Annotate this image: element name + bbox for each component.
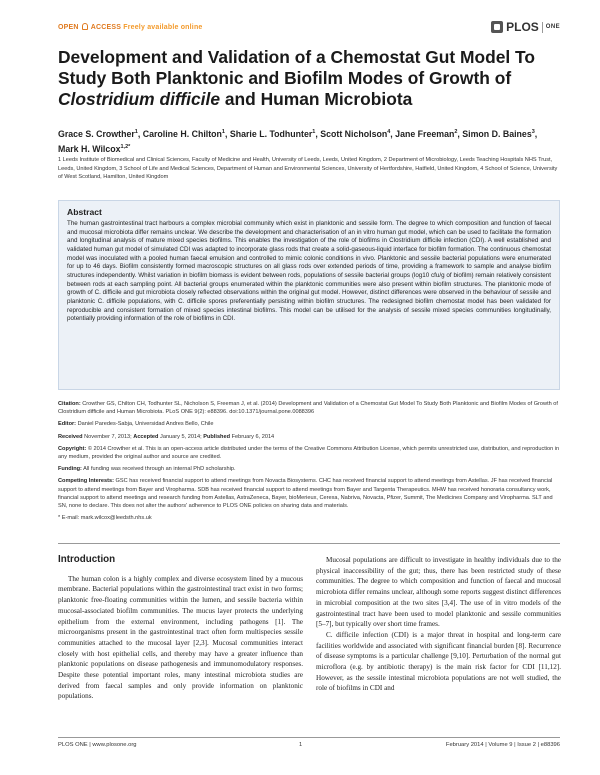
freely-available-label: Freely available online — [123, 24, 203, 31]
right-column — [316, 555, 561, 694]
left-column — [58, 555, 303, 702]
page-footer — [58, 737, 560, 747]
open-access-badge — [58, 23, 203, 31]
author[interactable]: Scott Nicholson$^4$, — [320, 128, 396, 139]
page-number: 1 — [298, 742, 303, 748]
author[interactable]: Mark H. Wilcox$^{1,2*}$ — [58, 143, 131, 154]
author-list — [58, 126, 560, 156]
logo-divider — [542, 22, 543, 33]
introduction-heading: Introduction — [58, 554, 116, 565]
article-title — [58, 47, 560, 110]
editor: Editor: Daniel Paredes-Sabja, Universidad Andres Bello, Chile — [58, 421, 214, 428]
author[interactable]: Simon D. Baines$^3$, — [462, 128, 538, 139]
open-label: OPEN — [58, 24, 79, 31]
abstract-box — [58, 200, 560, 390]
copyright: Copyright: © 2014 Crowther et al. This is an open-access article distributed under the terms of the Creative Commons Attribution License, which permits unrestricted use, distribution, and reproduction in any medium, provided the original author and source are credited. — [58, 445, 560, 461]
journal-header — [58, 22, 560, 36]
intro-paragraph-1: The human colon is a highly complex and diverse ecosystem lined by a mucous membrane. Bacterial populations within the gastrointestinal tract exist in two forms; planktonic free-floating communities within the lumen, and sessile bacteria within mucosal-associated biofilm communities. The mucus layer protects the underlying epithelium from the external environment, including pathogens [1]. The microorganisms present in the gastrointestinal tract often form multispecies sessile communities attached to the mucosal layer [2,3]. Mucosal communities interact closely with host epithelial cells, and thereby may have a greater influence than planktonic populations on disease pathogenesis and immunomodulatory responses. Despite these potential important roles, many intestinal microbiota studies are derived from faecal samples and only provide information on planktonic populations. — [58, 574, 303, 701]
author[interactable]: Sharie L. Todhunter$^1$, — [229, 128, 321, 139]
title-part2: and Human Microbiota — [220, 89, 413, 109]
access-label: ACCESS — [90, 24, 122, 31]
dates: Received November 7, 2013; Accepted January 5, 2014; Published February 6, 2014 — [58, 433, 275, 440]
open-access-icon — [82, 23, 88, 30]
abstract-text: The human gastrointestinal tract harbours a complex microbial community which exist in planktonic and sessile form. The degree to which composition and function of faecal and mucosal microbiota differ remains unclear. We describe the development and characterisation of an in vitro human gut model, which can be used to facilitate the formation and longitudinal analysis of mature mixed species biofilms. This enables the investigation of the role of biofilms in Clostridium difficile infection (CDI). A well established and validated human gut model of simulated CDI was adapted to incorporate glass rods that create a solid-gaseous-liquid interface for biofilm formation. The continuous chemostat model was inoculated with a pooled human faecal emulsion and controlled to mimic colonic conditions in vivo. Planktonic and sessile bacterial populations were enumerated for up to 46 days. Biofilm consistently formed macroscopic structures on all glass rods over extended periods of time, providing a framework to sample and analyse biofilm structures independently. Whilst variation in biofilm biomass is evident between rods, populations of sessile bacterial groups (log10 cfu/g of biofilm) remain relatively consistent between rods at each sampling point. All bacterial groups enumerated within the planktonic communities were also present within biofilm structures. The planktonic mode of growth of C. difficile and gut microbiota closely reflected observations within the original gut model. However, distinct differences were observed in the behaviour of sessile and planktonic C. difficile populations, with C. difficile spores preferentially persisting within biofilm structures. The redesigned biofilm chemostat model has been validated for reproducible and consistent formation of mixed species intestinal biofilms. This model can be utilised for the analysis of sessile mixed species communities longitudinally, potentially providing information of the role of biofilms in CDI. — [67, 220, 551, 323]
title-italic: Clostridium difficile — [58, 89, 221, 109]
title-part1: Development and Validation of a Chemostat Gut Model To Study Both Planktonic and Biofilm Modes of Growth of — [58, 47, 535, 88]
funding: Funding: All funding was received through an internal PhD scholarship. — [58, 466, 236, 473]
author[interactable]: Grace S. Crowther$^1$, — [58, 128, 143, 139]
competing-interests: Competing Interests: GSC has received financial support to attend meetings from Novacta Biosystems. CHC has received financial support to attend meetings from Astellas. JF has received financial support to attend meetings from Bayer and Viropharma. SDB has received financial support to attend meetings from Bayer and Targenta Therapeutics. MHW has received honoraria consultancy work, financial support to attend meetings and research funding from Astellas, AstraZeneca, Bayer, bioMerieux, Cerexa, Nabriva, Novacta, Pfizer, Summit, The Medicines Company and Viropharma. SLT and SN, none to declare. This does not alter the authors' adherence to PLOS ONE policies on sharing data and materials. — [58, 478, 553, 510]
article-metadata — [58, 400, 560, 526]
email-link[interactable]: * E-mail: mark.wilcox@leedsth.nhs.uk — [58, 515, 152, 522]
footer-journal[interactable]: PLOS ONE | www.plosone.org — [58, 742, 137, 748]
affiliations: 1 Leeds Institute of Biomedical and Clinical Sciences, Faculty of Medicine and Health, University of Leeds, Leeds, United Kingdom, 2 Department of Microbiology, Leeds Teaching Hospitals NHS Trust, Leeds, United Kingdom, 3 School of Life and Medical Sciences, Department of Human and Environmental Sciences, University of Hertfordshire, Hatfield, United Kingdom, 4 School of Science, University of West Scotland, Hamilton, United Kingdom — [58, 157, 558, 181]
logo-name: PLOS — [506, 20, 539, 34]
author[interactable]: Jane Freeman$^2$, — [395, 128, 463, 139]
metadata-divider — [58, 543, 560, 544]
plos-one-logo[interactable] — [491, 20, 560, 34]
abstract-heading: Abstract — [67, 207, 102, 217]
intro-paragraph-2: Mucosal populations are difficult to investigate in healthy individuals due to the physical inaccessibility of the gut; thus, there has been restricted study of these communities. The degree to which composition and function of faecal and mucosal microbiota differ remains unclear, although some reports suggest distinct differences in microbial composition at the two sites [3,4]. The use of in vitro models of the gastrointestinal tract have been used to model planktonic and sessile communities [5–7], but typically over short time frames. — [316, 556, 561, 629]
intro-paragraph-3: C. difficile infection (CDI) is a major threat in hospital and long-term care facilities worldwide and associated with significant financial burden [8]. Recurrence of disease symptoms is a particular challenge [9,10]. Perturbation of the normal gut microflora (e.g. by antibiotic therapy) is the main risk factor for CDI [11,12]. However, as the sessile intestinal microbiota populations are not well studied, the role of biofilms in CDI and — [316, 630, 561, 693]
citation: Citation: Crowther GS, Chilton CH, Todhunter SL, Nicholson S, Freeman J, et al. (2014) Development and Validation of a Chemostat Gut Model To Study Both Planktonic and Biofilm Modes of Growth of Clostridium difficile and Human Microbiota. PLoS ONE 9(2): e88396. doi:10.1371/journal.pone.0088396 — [58, 401, 558, 416]
footer-issue: February 2014 | Volume 9 | Issue 2 | e88396 — [445, 742, 560, 748]
plos-logo-icon — [491, 21, 503, 33]
logo-sub: ONE — [545, 24, 560, 30]
author[interactable]: Caroline H. Chilton$^1$, — [142, 128, 230, 139]
